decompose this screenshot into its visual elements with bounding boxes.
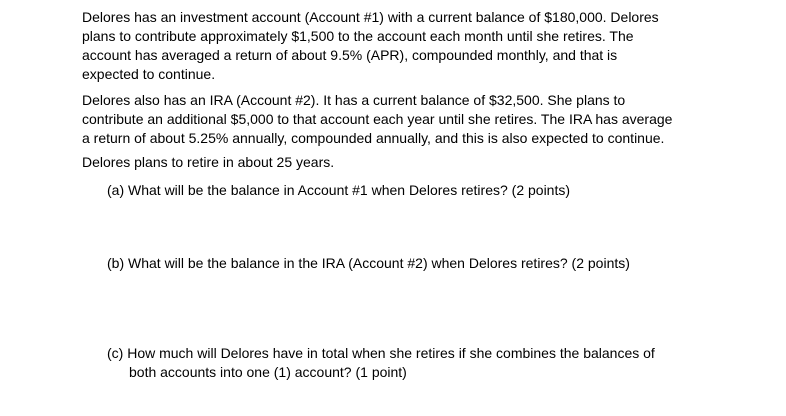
question-text: (b) What will be the balance in the IRA (Account #2) when Delores retires? (2 points)	[107, 255, 630, 271]
question-text: both accounts into one (1) account? (1 point)	[129, 364, 407, 380]
text-line: Delores plans to retire in about 25 years.	[82, 154, 335, 170]
paragraph-account-1	[82, 8, 722, 84]
text-line: Delores also has an IRA (Account #2). It has a current balance of $32,500. She plans to	[82, 92, 626, 108]
text-line: Delores has an investment account (Account #1) with a current balance of $180,000. Delores	[82, 9, 659, 25]
question-text: (a) What will be the balance in Account #1 when Delores retires? (2 points)	[107, 182, 571, 198]
text-line: contribute an additional $5,000 to that account each year until she retires. The IRA has average	[82, 111, 673, 127]
text-line: a return of about 5.25% annually, compounded annually, and this is also expected to continue.	[82, 130, 665, 146]
question-a	[107, 181, 747, 200]
paragraph-retirement	[82, 153, 722, 172]
text-line: account has averaged a return of about 9.5% (APR), compounded monthly, and that is	[82, 47, 618, 63]
question-c	[107, 344, 747, 382]
question-text: (c) How much will Delores have in total when she retires if she combines the balances of	[107, 345, 655, 361]
text-line: plans to contribute approximately $1,500 to the account each month until she retires. The	[82, 28, 634, 44]
text-line: expected to continue.	[82, 66, 216, 82]
question-b	[107, 254, 747, 273]
paragraph-account-2	[82, 91, 722, 148]
